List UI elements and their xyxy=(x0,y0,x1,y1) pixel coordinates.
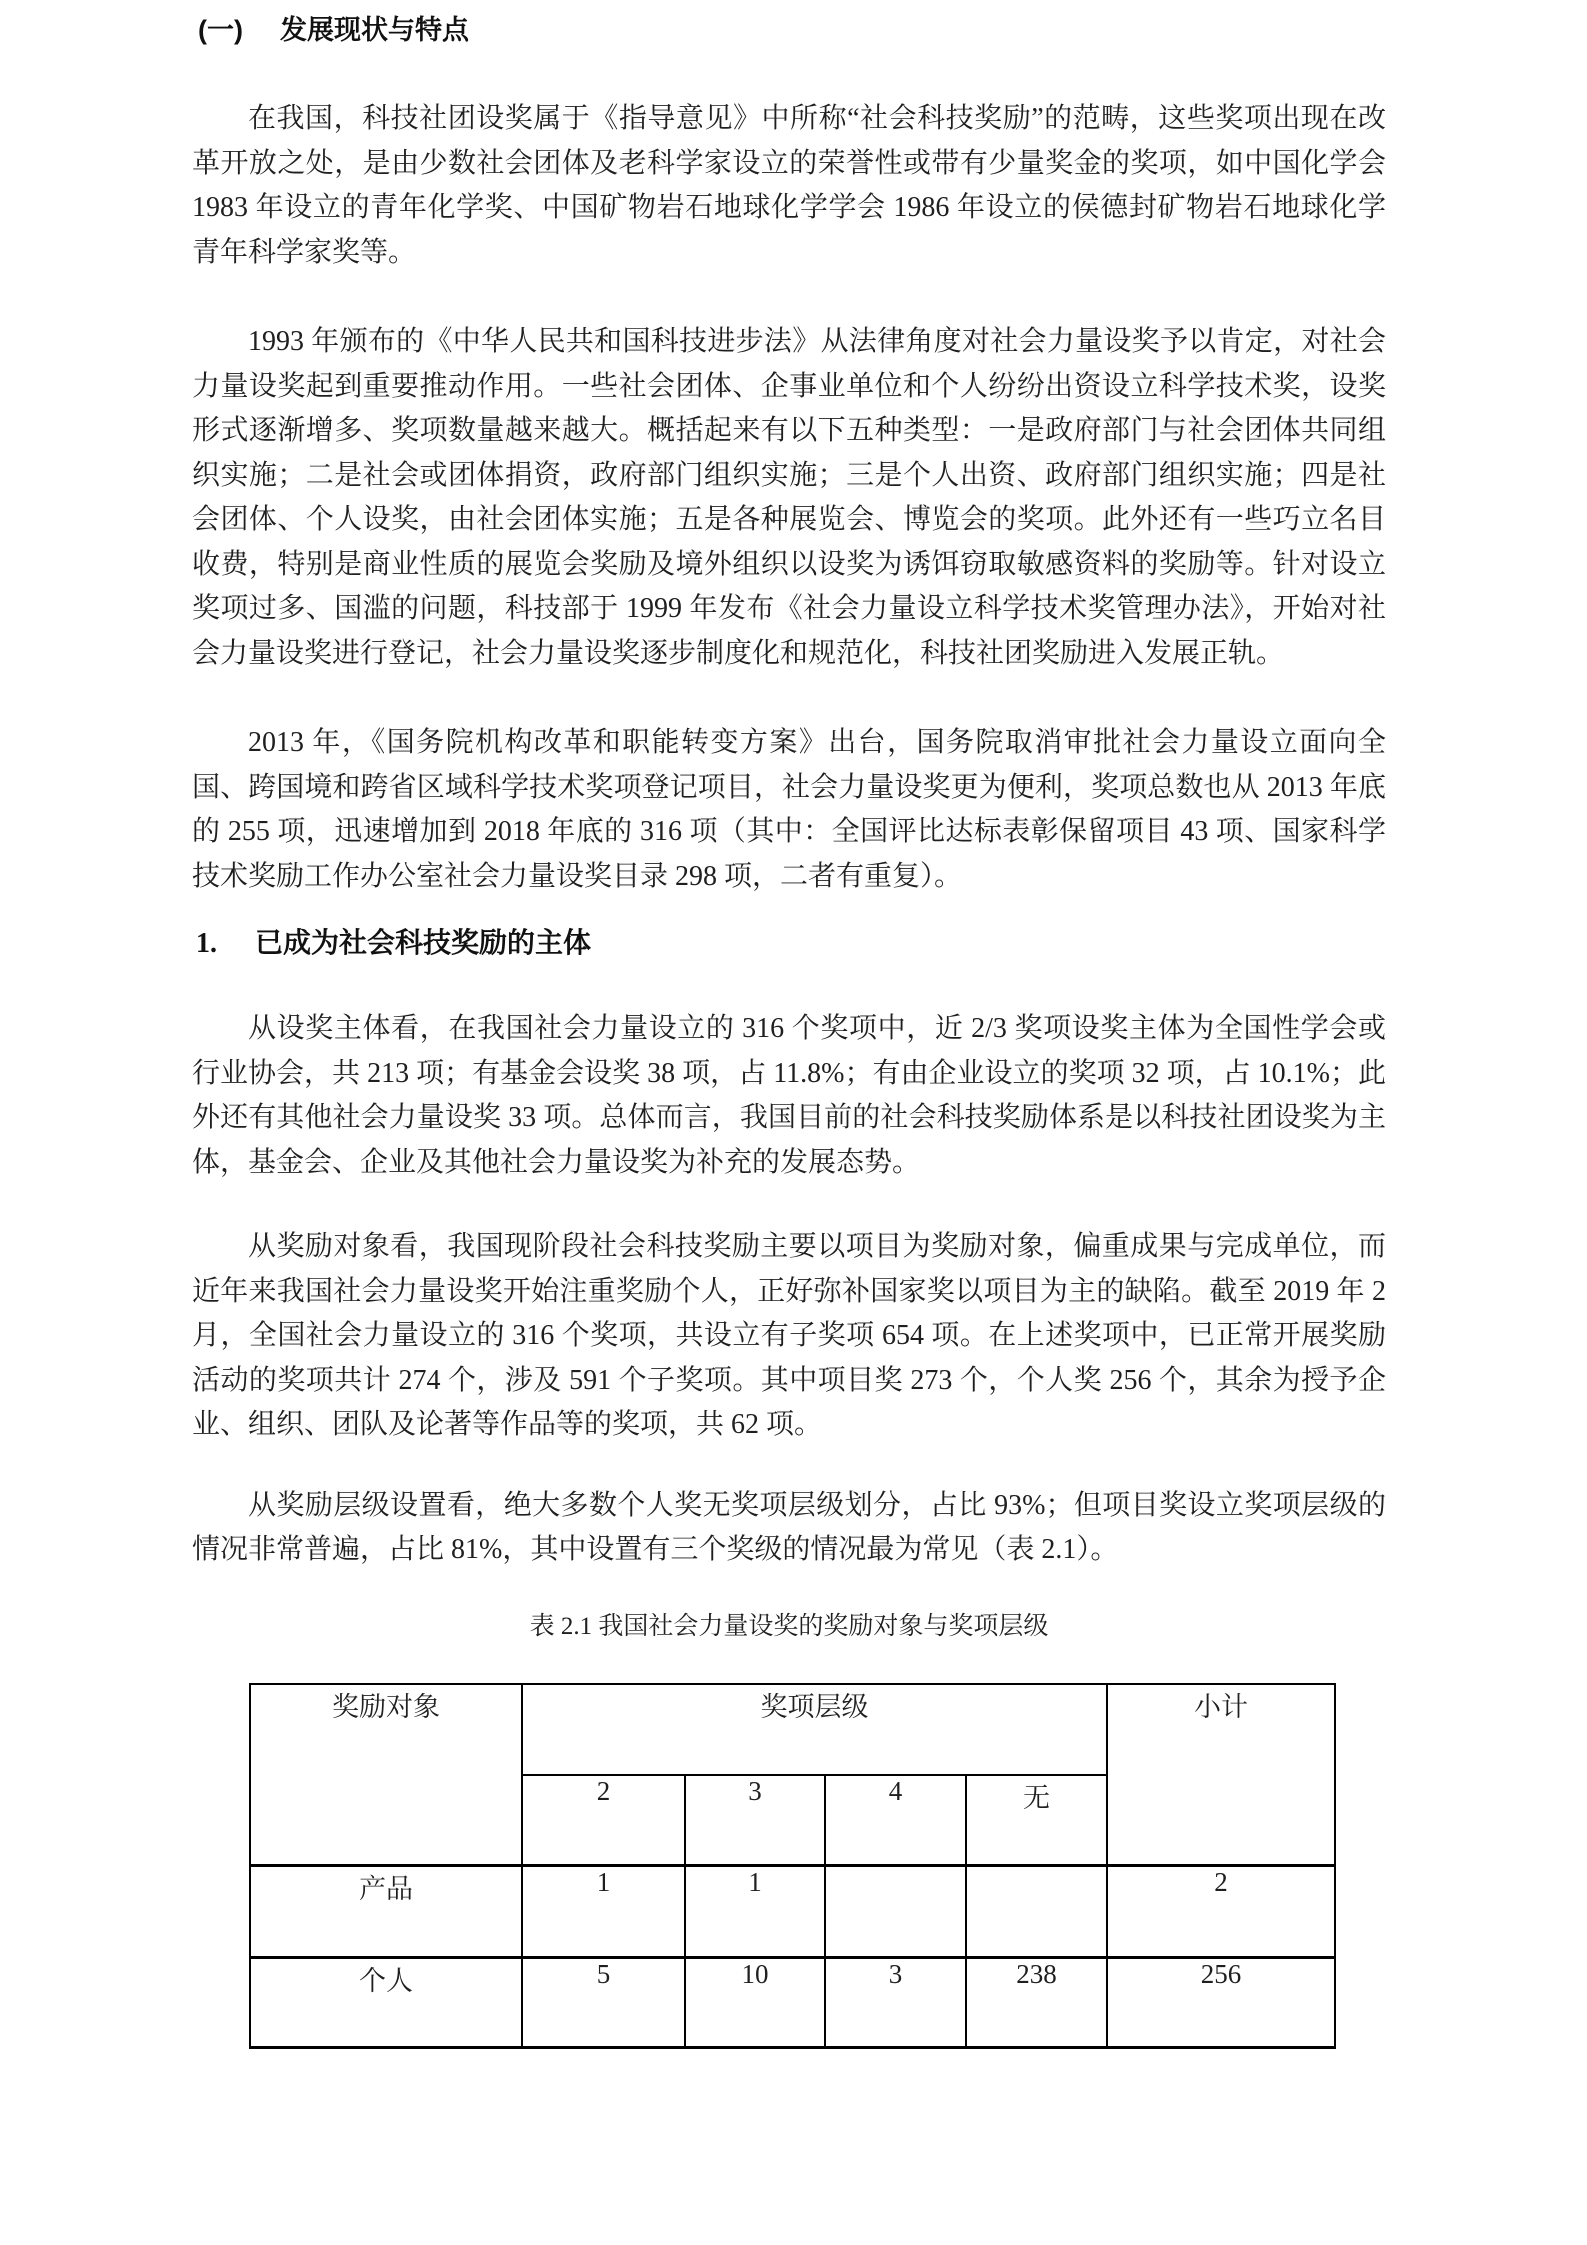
header-level-2: 2 xyxy=(522,1775,685,1866)
cell-product-level-4 xyxy=(825,1866,966,1958)
table-header-row-top xyxy=(250,1684,1335,1775)
cell-person-level-3: 10 xyxy=(685,1958,825,2048)
paragraph-award-objects: 从奖励对象看，我国现阶段社会科技奖励主要以项目为奖励对象，偏重成果与完成单位，而近年来我国社会力量设奖开始注重奖励个人，正好弥补国家奖以项目为主的缺陷。截至 2019 年 2 月，全国社会力量设立的 316 个奖项，共设立有子奖项 654 项。在上述奖项中，已正常开展奖励活动的奖项共计 274 个，涉及 591 个子奖项。其中项目奖 273 个，个人奖 256 个，其余为授予企业、组织、团队及论著等作品等的奖项，共 62 项。 xyxy=(192,1231,1386,1440)
award-levels-table xyxy=(249,1683,1336,2050)
row-label-person: 个人 xyxy=(250,1958,522,2048)
header-award-levels: 奖项层级 xyxy=(522,1684,1107,1775)
cell-person-level-2: 5 xyxy=(522,1958,685,2048)
paragraph-intro: 在我国，科技社团设奖属于《指导意见》中所称“社会科技奖励”的范畴，这些奖项出现在改革开放之处，是由少数社会团体及老科学家设立的荣誉性或带有少量奖金的奖项，如中国化学会 1983 年设立的青年化学奖、中国矿物岩石地球化学学会 1986 年设立的侯德封矿物岩石地球化学青年科学家奖等。 xyxy=(192,103,1386,268)
header-award-object: 奖励对象 xyxy=(250,1684,522,1866)
sub-heading xyxy=(192,921,1386,967)
cell-person-level-4: 3 xyxy=(825,1958,966,2048)
cell-person-subtotal: 256 xyxy=(1107,1958,1335,2048)
section-heading-title: 发展现状与特点 xyxy=(280,15,469,45)
cell-product-level-none xyxy=(966,1866,1107,1958)
header-level-3: 3 xyxy=(685,1775,825,1866)
cell-product-subtotal: 2 xyxy=(1107,1866,1335,1958)
paragraph-award-levels: 从奖励层级设置看，绝大多数个人奖无奖项层级划分，占比 93%；但项目奖设立奖项层级的情况非常普遍，占比 81%，其中设置有三个奖级的情况最为常见（表 2.1）。 xyxy=(192,1489,1386,1565)
paragraph-history: 1993 年颁布的《中华人民共和国科技进步法》从法律角度对社会力量设奖予以肯定，对社会力量设奖起到重要推动作用。一些社会团体、企事业单位和个人纷纷出资设立科学技术奖，设奖形式逐渐增多、奖项数量越来越大。概括起来有以下五种类型：一是政府部门与社会团体共同组织实施；二是社会或团体捐资，政府部门组织实施；三是个人出资、政府部门组织实施；四是社会团体、个人设奖，由社会团体实施；五是各种展览会、博览会的奖项。此外还有一些巧立名目收费，特别是商业性质的展览会奖励及境外组织以设奖为诱饵窃取敏感资料的奖励等。针对设立奖项过多、国滥的问题，科技部于 1999 年发布《社会力量设立科学技术奖管理办法》，开始对社会力量设奖进行登记，社会力量设奖逐步制度化和规范化，科技社团奖励进入发展正轨。 xyxy=(192,326,1386,669)
table-caption: 表 2.1 我国社会力量设奖的奖励对象与奖项层级 xyxy=(529,1612,1049,1640)
sub-heading-title: 已成为社会科技奖励的主体 xyxy=(255,928,592,959)
cell-product-level-3: 1 xyxy=(685,1866,825,1958)
section-heading xyxy=(192,12,1386,48)
row-label-product: 产品 xyxy=(250,1866,522,1958)
table-row-person xyxy=(250,1958,1335,2048)
header-level-none: 无 xyxy=(966,1775,1107,1866)
paragraph-main-body: 从设奖主体看，在我国社会力量设立的 316 个奖项中，近 2/3 奖项设奖主体为全国性学会或行业协会，共 213 项；有基金会设奖 38 项，占 11.8%；有由企业设立的奖项 32 项，占 10.1%；此外还有其他社会力量设奖 33 项。总体而言，我国目前的社会科技奖励体系是以科技社团设奖为主体，基金会、企业及其他社会力量设奖为补充的发展态势。 xyxy=(192,1013,1386,1178)
paragraph-reform: 2013 年，《国务院机构改革和职能转变方案》出台，国务院取消审批社会力量设立面向全国、跨国境和跨省区域科学技术奖项登记项目，社会力量设奖更为便利，奖项总数也从 2013 年底的 255 项，迅速增加到 2018 年底的 316 项（其中：全国评比达标表彰保留项目 43 项、国家科学技术奖励工作办公室社会力量设奖目录 298 项，二者有重复）。 xyxy=(192,727,1386,892)
table-row-product xyxy=(250,1866,1335,1958)
header-subtotal: 小计 xyxy=(1107,1684,1335,1866)
section-heading-number: (一) xyxy=(198,15,243,45)
cell-person-level-none: 238 xyxy=(966,1958,1107,2048)
cell-product-level-2: 1 xyxy=(522,1866,685,1958)
header-level-4: 4 xyxy=(825,1775,966,1866)
sub-heading-number: 1. xyxy=(196,928,217,959)
